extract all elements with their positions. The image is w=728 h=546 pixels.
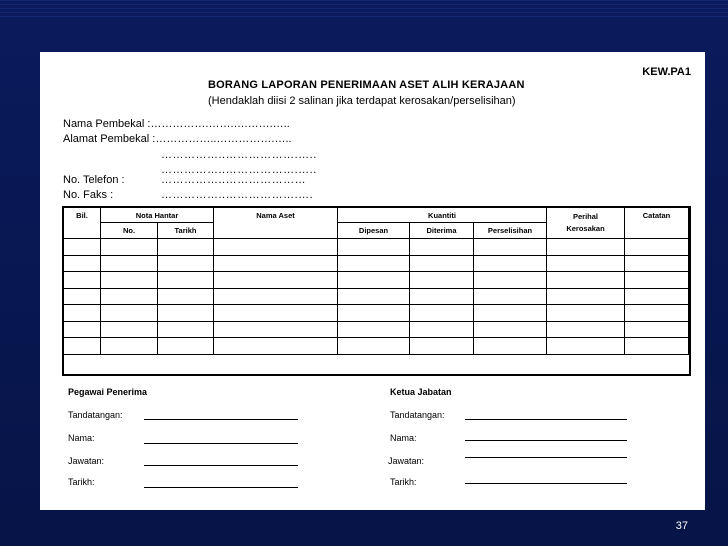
table-row [64,239,689,256]
left-sig-line-jawatan [144,465,298,466]
table-cell [158,321,214,338]
table-cell [547,305,625,322]
table-cell [158,239,214,256]
header-perihal: Perihal [573,212,599,221]
table-cell [158,338,214,355]
table-cell [214,321,338,338]
table-cell [64,239,101,256]
supplier-address-line3: ……………..……………….….. [161,164,317,176]
form-page [40,52,705,510]
table-cell [64,305,101,322]
table-cell [158,305,214,322]
table-cell [410,255,474,272]
table-cell [338,288,410,305]
right-sig-tandatangan: Tandatangan: [390,410,445,420]
left-sig-tandatangan: Tandatangan: [68,410,123,420]
table-row [64,255,689,272]
supplier-name-field: Nama Pembekal :…………….…….….…….….. [63,118,290,130]
right-sig-nama: Nama: [390,433,417,443]
table-cell [474,272,547,289]
right-sig-line-nama [465,440,627,441]
table-cell [410,288,474,305]
form-subtitle: (Hendaklah diisi 2 salinan jika terdapat kerosakan/perselisihan) [208,95,516,107]
table-cell [625,272,689,289]
left-sig-nama: Nama: [68,433,95,443]
table-cell [547,239,625,256]
table-cell [101,338,158,355]
table-cell [338,338,410,355]
table-cell [625,305,689,322]
table-row [64,288,689,305]
table-cell [547,288,625,305]
table-cell [625,255,689,272]
table-cell [158,288,214,305]
table-cell [101,288,158,305]
table-cell [158,255,214,272]
right-sig-line-extra [465,457,627,458]
left-sig-line-tandatangan [144,419,298,420]
asset-table [63,207,689,355]
table-cell [64,272,101,289]
right-sig-jawatan: Jawatan: [388,456,425,466]
table-cell [547,255,625,272]
table-cell [214,255,338,272]
slide-page-number: 37 [675,520,688,532]
header-tarikh: Tarikh [158,223,214,239]
header-bil: Bil. [64,208,101,239]
table-cell [214,338,338,355]
header-dipesan: Dipesan [338,223,410,239]
table-cell [547,338,625,355]
table-cell [474,255,547,272]
table-cell [338,305,410,322]
table-cell [547,272,625,289]
table-cell [101,305,158,322]
header-nama-aset: Nama Aset [214,208,338,239]
header-perihal-kerosakan [547,208,625,239]
header-diterima: Diterima [410,223,474,239]
header-stripes [0,0,728,20]
table-cell [410,305,474,322]
table-cell [101,255,158,272]
table-cell [214,305,338,322]
table-row [64,305,689,322]
table-cell [158,272,214,289]
fax-dots: ……………..……………….…. [161,189,314,201]
table-cell [338,255,410,272]
table-cell [410,272,474,289]
table-cell [101,321,158,338]
table-cell [625,239,689,256]
table-cell [474,321,547,338]
left-sig-heading: Pegawai Penerima [68,387,148,397]
table-cell [101,272,158,289]
table-cell [64,338,101,355]
table-cell [547,321,625,338]
table-cell [214,288,338,305]
table-cell [214,272,338,289]
header-kerosakan: Kerosakan [566,224,605,233]
table-cell [214,239,338,256]
table-cell [474,288,547,305]
right-sig-tarikh: Tarikh: [390,477,417,487]
right-sig-line-tandatangan [465,419,627,420]
right-sig-line-tarikh [465,483,627,484]
table-cell [101,239,158,256]
table-cell [474,305,547,322]
header-kuantiti: Kuantiti [338,208,547,223]
phone-dots: ……………..………………… [161,174,307,186]
table-row [64,321,689,338]
table-cell [64,288,101,305]
right-sig-heading: Ketua Jabatan [390,387,452,397]
table-cell [474,338,547,355]
table-row [64,338,689,355]
table-cell [625,288,689,305]
table-cell [338,272,410,289]
table-cell [410,338,474,355]
phone-label: No. Telefon : [63,174,125,186]
left-sig-tarikh: Tarikh: [68,477,95,487]
fax-label: No. Faks : [63,189,114,201]
table-row [64,272,689,289]
left-sig-line-nama [144,443,298,444]
header-nota-hantar: Nota Hantar [101,208,214,223]
table-cell [64,255,101,272]
table-cell [338,239,410,256]
table-cell [474,239,547,256]
table-cell [410,321,474,338]
header-catatan: Catatan [625,208,689,239]
left-sig-line-tarikh [144,487,298,488]
left-sig-jawatan: Jawatan: [68,456,105,466]
header-perselisihan: Perselisihan [474,223,547,239]
table-cell [64,321,101,338]
table-cell [625,321,689,338]
header-no: No. [101,223,158,239]
supplier-address-line2: ……………..……………….….. [161,149,317,161]
table-cell [410,239,474,256]
table-cell [338,321,410,338]
table-cell [625,338,689,355]
form-code: KEW.PA1 [642,66,691,78]
supplier-address-field: Alamat Pembekal :……………..…………….….. [63,133,292,145]
form-title: BORANG LAPORAN PENERIMAAN ASET ALIH KERAJAAN [208,79,525,91]
